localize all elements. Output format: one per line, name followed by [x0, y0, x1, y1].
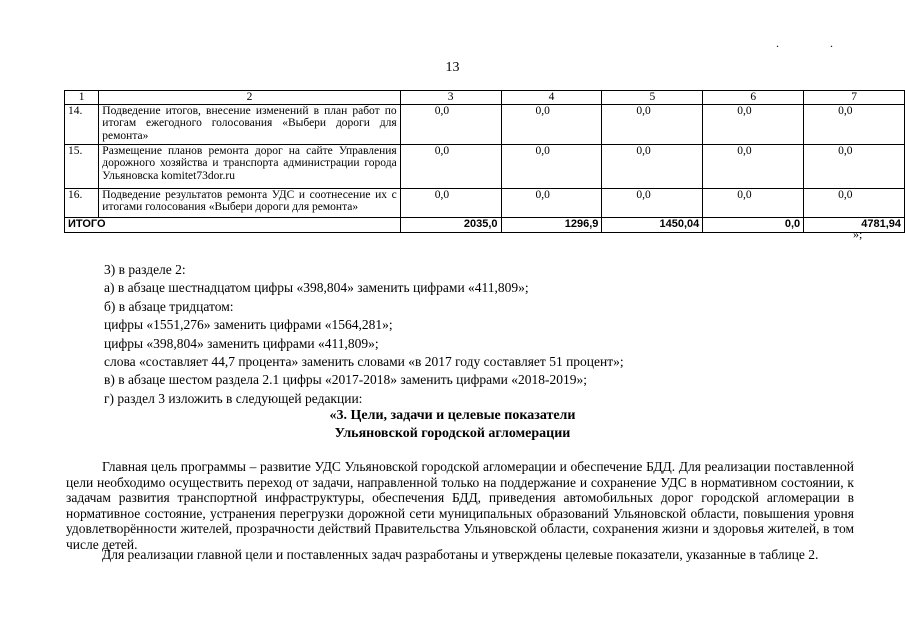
col-header: 6	[703, 91, 804, 105]
cell-value: 0,0	[602, 144, 703, 188]
amendment-line: в) в абзаце шестом раздела 2.1 цифры «2017-2018» заменить цифрами «2018-2019»;	[104, 372, 587, 387]
row-text: Размещение планов ремонта дорог на сайте Управления дорожного хозяйства и транспорта администрации города Ульяновска komitet73dor.ru	[99, 144, 400, 188]
cell-value: 0,0	[400, 188, 501, 217]
row-text: Подведение результатов ремонта УДС и соотнесение их с итогами голосования «Выбери дороги для ремонта»	[99, 188, 400, 217]
amendment-line: 3) в разделе 2:	[104, 262, 186, 277]
total-value: 1450,04	[602, 217, 703, 232]
cell-value: 0,0	[804, 104, 905, 144]
total-value: 1296,9	[501, 217, 602, 232]
row-text: Подведение итогов, внесение изменений в план работ по итогам ежегодного голосования «Выбери дороги для ремонта»	[99, 104, 400, 144]
cell-value: 0,0	[804, 144, 905, 188]
body-paragraph: Для реализации главной цели и поставленных задач разработаны и утверждены целевые показатели, указанные в таблице 2.	[102, 547, 819, 562]
amendment-line: а) в абзаце шестнадцатом цифры «398,804» заменить цифрами «411,809»;	[104, 280, 529, 295]
section-heading: Ульяновской городской агломерации	[334, 426, 571, 441]
col-header: 2	[99, 91, 400, 105]
total-value: 4781,94	[804, 217, 905, 232]
total-value: 0,0	[703, 217, 804, 232]
table-row	[65, 144, 905, 188]
body-paragraph: Главная цель программы – развитие УДС Ульяновской городской агломерации и обеспечение БДД. Для реализации поставленной цели необходимо осуществить переход от задачи, направленной только на поддержание и сохранение УДС в нормативном состоянии, к задачам развития транспортной инфраструктуры, обеспечения БДД, приведения автомобильных дорог городской агломерации в нормативное состояние, устранения перегрузки дорожной сети муниципальных образований Ульяновской области, повышения уровня удовлетворённости жителей, прозрачности действий Правительства Ульяновской области, сохранения жизни и здоровья жителей, в том числе детей.	[66, 459, 854, 552]
cell-value: 0,0	[400, 104, 501, 144]
table-closing-quote: »;	[853, 227, 863, 241]
row-number: 16.	[65, 188, 99, 217]
row-number: 14.	[65, 104, 99, 144]
cell-value: 0,0	[602, 104, 703, 144]
amendment-line: цифры «398,804» заменить цифрами «411,809»;	[104, 336, 379, 351]
cell-value: 0,0	[703, 104, 804, 144]
table-row	[65, 104, 905, 144]
total-value: 2035,0	[400, 217, 501, 232]
amendment-line: г) раздел 3 изложить в следующей редакции:	[104, 391, 363, 406]
cell-value: 0,0	[501, 144, 602, 188]
cell-value: 0,0	[804, 188, 905, 217]
costs-table	[64, 90, 905, 233]
table-row	[65, 188, 905, 217]
total-label: ИТОГО	[65, 217, 401, 232]
amendment-line: б) в абзаце тридцатом:	[104, 299, 234, 314]
col-header: 4	[501, 91, 602, 105]
section-heading: «3. Цели, задачи и целевые показатели	[329, 408, 576, 423]
cell-value: 0,0	[703, 144, 804, 188]
row-number: 15.	[65, 144, 99, 188]
cell-value: 0,0	[602, 188, 703, 217]
col-header: 5	[602, 91, 703, 105]
col-header: 1	[65, 91, 99, 105]
col-header: 3	[400, 91, 501, 105]
amendment-line: слова «составляет 44,7 процента» заменить словами «в 2017 году составляет 51 процент»;	[104, 354, 624, 369]
col-header: 7	[804, 91, 905, 105]
cell-value: 0,0	[501, 188, 602, 217]
cell-value: 0,0	[703, 188, 804, 217]
cell-value: 0,0	[400, 144, 501, 188]
cell-value: 0,0	[501, 104, 602, 144]
scan-dots: . .	[776, 36, 857, 50]
amendment-line: цифры «1551,276» заменить цифрами «1564,281»;	[104, 317, 393, 332]
total-row	[65, 217, 905, 232]
table-header-row	[65, 91, 905, 105]
page-number: 13	[445, 60, 460, 75]
